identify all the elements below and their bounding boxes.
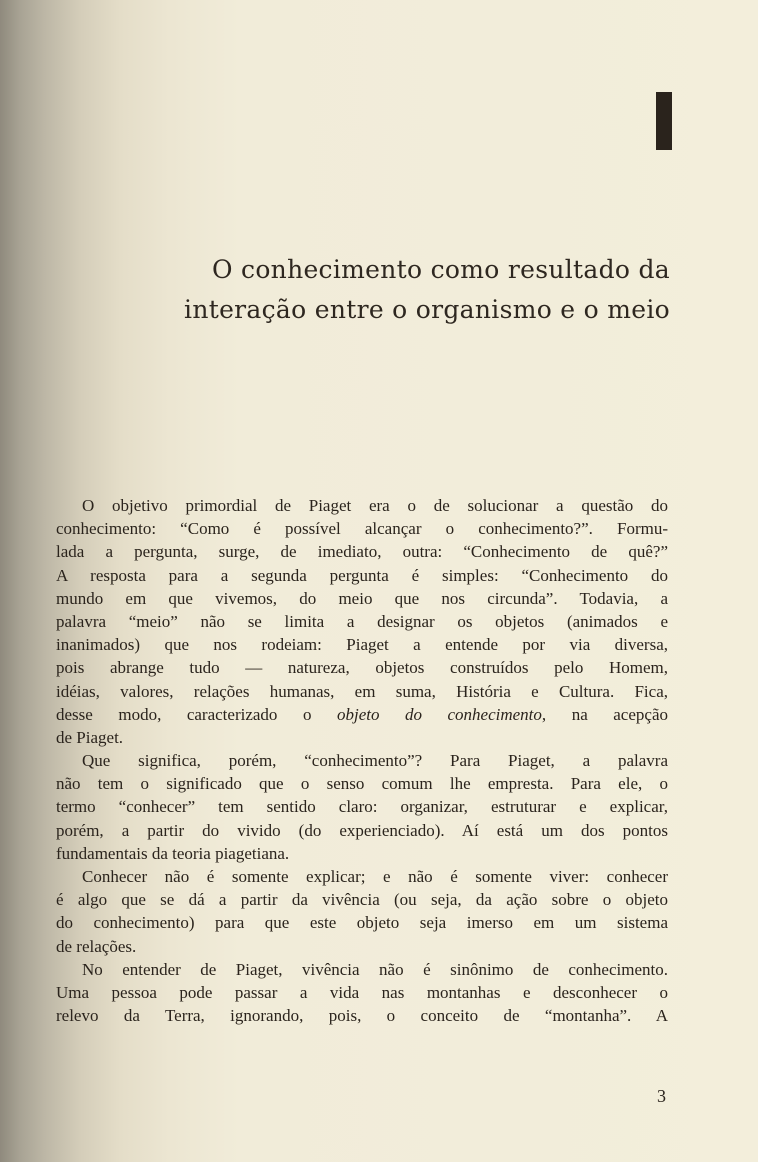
- chapter-title-line-1: O conhecimento como resultado da: [211, 255, 670, 284]
- chapter-title-line-2: interação entre o organismo e o meio: [184, 295, 670, 324]
- text-line: Conhecer não é somente explicar; e não é somente viver: conhecer: [82, 867, 668, 886]
- text-line: conhecimento: “Como é possível alcançar o conhecimento?”. Formu-: [56, 519, 668, 539]
- chapter-title: [120, 250, 670, 330]
- chapter-number: [656, 92, 672, 150]
- text-line: inanimados) que nos rodeiam: Piaget a entende por via diversa,: [56, 635, 668, 655]
- text-line: palavra “meio” não se limita a designar os objetos (animados e: [56, 611, 668, 631]
- italic-phrase: objeto do conhecimento: [336, 704, 542, 724]
- text-line: pois abrange tudo — natureza, objetos construídos pelo Homem,: [56, 658, 668, 678]
- text-line: do conhecimento) para que este objeto seja imerso em um sistema: [56, 913, 668, 933]
- page-number: 3: [657, 1086, 666, 1106]
- text-line: lada a pergunta, surge, de imediato, outra: “Conhecimento de quê?”: [56, 542, 668, 562]
- text-line: No entender de Piaget, vivência não é sinônimo de conhecimento.: [82, 959, 668, 979]
- text-line: de relações.: [56, 936, 137, 956]
- text-line: Uma pessoa pode passar a vida nas montanhas e desconhecer o: [56, 982, 668, 1002]
- text-line: é algo que se dá a partir da vivência (ou seja, da ação sobre o objeto: [56, 890, 668, 910]
- text-line: fundamentais da teoria piagetiana.: [56, 843, 290, 863]
- text-line-italic: desse modo, caracterizado o objeto do conhecimento, na acepção: [56, 704, 668, 724]
- text-line: porém, a partir do vivido (do experienciado). Aí está um dos pontos: [56, 820, 668, 840]
- text-line: Que significa, porém, “conhecimento”? Para Piaget, a palavra: [82, 751, 668, 771]
- text-line: termo “conhecer” tem sentido claro: organizar, estruturar e explicar,: [56, 797, 668, 817]
- text-line: não tem o significado que o senso comum lhe empresta. Para ele, o: [56, 774, 668, 794]
- text-line: relevo da Terra, ignorando, pois, o conceito de “montanha”. A: [56, 1006, 668, 1026]
- text-line: mundo em que vivemos, do meio que nos circunda”. Todavia, a: [56, 588, 668, 608]
- text-line: O objetivo primordial de Piaget era o de solucionar a questão do: [82, 496, 668, 515]
- text-line: idéias, valores, relações humanas, em suma, História e Cultura. Fica,: [56, 681, 668, 701]
- text-line: de Piaget.: [56, 727, 124, 747]
- text-line: A resposta para a segunda pergunta é simples: “Conhecimento do: [56, 565, 668, 585]
- body-text: [56, 494, 668, 1027]
